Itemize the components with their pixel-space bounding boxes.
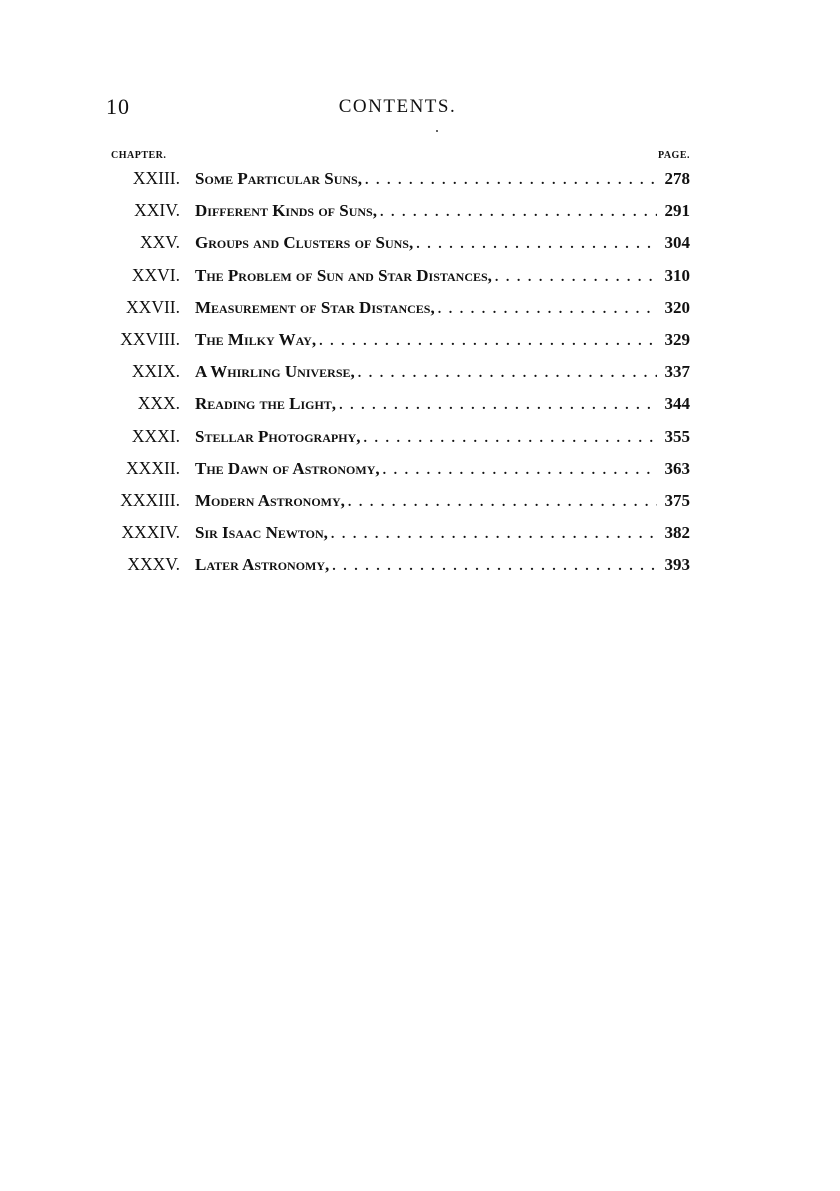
chapter-numeral: XXVIII. — [120, 328, 180, 349]
dot-leader — [358, 358, 657, 390]
dot-leader — [416, 229, 657, 261]
page-ref: 278 — [664, 169, 690, 188]
page-ref: 382 — [664, 523, 690, 543]
dot-leader — [363, 423, 657, 455]
contents-entry — [98, 420, 690, 452]
page-ref: 355 — [664, 426, 690, 446]
dot-leader — [332, 551, 657, 583]
chapter-title: Different Kinds of Suns, — [195, 201, 377, 221]
chapter-numeral: XXX. — [137, 393, 180, 414]
contents-entry — [98, 291, 690, 323]
contents-entry — [98, 355, 690, 387]
contents-list — [98, 162, 690, 580]
page-ref: 291 — [664, 201, 690, 221]
chapter-title: Modern Astronomy, — [195, 490, 345, 510]
chapter-title: The Dawn of Astronomy, — [195, 458, 380, 478]
contents-entry — [98, 162, 690, 194]
dot-leader — [365, 165, 657, 197]
page-ref: 393 — [664, 555, 690, 575]
page-ref: 344 — [664, 394, 690, 414]
contents-entry — [98, 323, 690, 355]
chapter-numeral: XXIII. — [132, 168, 180, 188]
chapter-numeral: XXXV. — [127, 554, 180, 575]
page-number: 10 — [106, 94, 130, 119]
chapter-numeral: XXVII. — [126, 296, 180, 317]
page-ref: 320 — [664, 297, 690, 317]
chapter-numeral: XXIV. — [134, 200, 180, 221]
contents-entry — [98, 548, 690, 580]
chapter-numeral: XXXI. — [131, 425, 180, 446]
chapter-title: A Whirling Universe, — [195, 362, 355, 382]
dot-leader — [331, 519, 657, 551]
contents-entry — [98, 259, 690, 291]
chapter-numeral: XXXII. — [126, 457, 180, 478]
running-head: CONTENTS. — [338, 96, 457, 117]
dot-leader — [348, 487, 657, 519]
chapter-title: Some Particular Suns, — [195, 169, 362, 188]
contents-entry — [98, 516, 690, 548]
dot-leader — [495, 262, 657, 294]
page-ref: 329 — [664, 329, 690, 349]
page-ref: 337 — [664, 362, 690, 382]
contents-entry — [98, 194, 690, 226]
dot-leader — [438, 294, 657, 326]
page-column-label: PAGE. — [657, 150, 690, 161]
dot-leader — [339, 390, 657, 422]
chapter-numeral: XXV. — [139, 232, 180, 253]
chapter-title: Later Astronomy, — [195, 555, 330, 575]
contents-entry — [98, 484, 690, 516]
dot-leader — [319, 326, 657, 358]
chapter-title: Measurement of Star Distances, — [195, 297, 435, 317]
dot-leader — [380, 197, 657, 229]
contents-entry — [98, 452, 690, 484]
chapter-title: Stellar Photography, — [195, 426, 361, 446]
chapter-numeral: XXIX. — [131, 361, 180, 382]
chapter-title: Sir Isaac Newton, — [195, 523, 328, 543]
chapter-numeral: XXXIV. — [121, 522, 180, 543]
page-ref: 363 — [664, 458, 690, 478]
page-ref: 310 — [664, 265, 690, 285]
contents-entry — [98, 387, 690, 419]
chapter-numeral: XXXIII. — [120, 489, 180, 510]
page-ref: 304 — [664, 233, 690, 253]
chapter-title: The Milky Way, — [195, 329, 317, 349]
print-speck — [436, 130, 438, 132]
chapter-title: The Problem of Sun and Star Distances, — [195, 265, 492, 285]
chapter-title: Reading the Light, — [195, 394, 337, 414]
contents-entry — [98, 226, 690, 258]
page-ref: 375 — [664, 490, 690, 510]
chapter-title: Groups and Clusters of Suns, — [195, 233, 414, 253]
dot-leader — [383, 455, 657, 487]
chapter-column-label: CHAPTER. — [111, 150, 167, 161]
chapter-numeral: XXVI. — [131, 264, 180, 285]
